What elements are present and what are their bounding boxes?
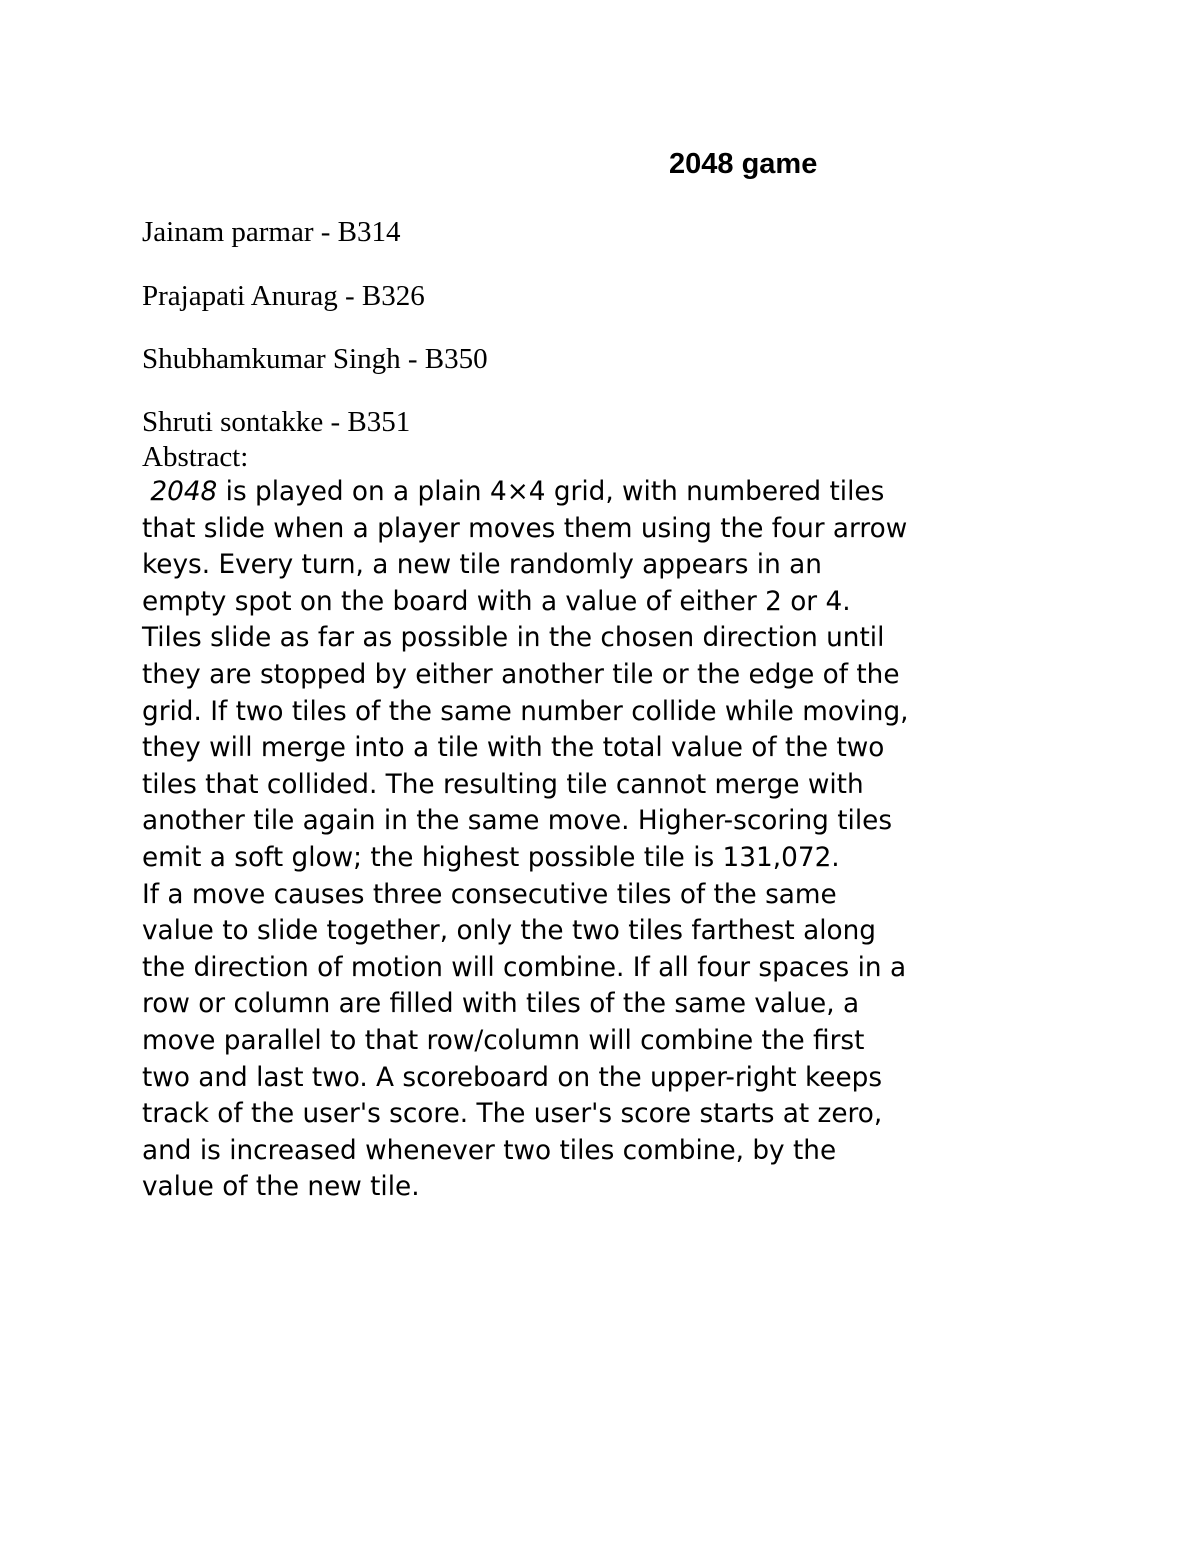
abstract-line: empty spot on the board with a value of either 2 or 4. <box>142 586 851 617</box>
abstract-line: move parallel to that row/column will combine the first <box>142 1025 865 1056</box>
abstract-line: the direction of motion will combine. If all four spaces in a <box>142 952 907 983</box>
author-line: Prajapati Anurag - B326 <box>142 280 425 312</box>
abstract-line <box>142 474 1072 511</box>
abstract-line: row or column are filled with tiles of the same value, a <box>142 989 860 1020</box>
abstract-line: value of the new tile. <box>142 1172 420 1203</box>
abstract-line: another tile again in the same move. Higher-scoring tiles <box>142 806 893 837</box>
abstract-line: grid. If two tiles of the same number collide while moving, <box>142 696 909 727</box>
abstract-line: two and last two. A scoreboard on the upper-right keeps <box>142 1062 883 1093</box>
author-line: Shruti sontakke - B351 <box>142 406 411 438</box>
abstract-line-text: is played on a plain 4×4 grid, with numbered tiles <box>217 477 885 507</box>
abstract-line: they will merge into a tile with the total value of the two <box>142 733 885 764</box>
abstract-line: tiles that collided. The resulting tile cannot merge with <box>142 769 864 800</box>
abstract-heading: Abstract: <box>142 441 249 473</box>
abstract-line: If a move causes three consecutive tiles of the same <box>142 879 837 910</box>
abstract-line: emit a soft glow; the highest possible tile is 131,072. <box>142 842 840 873</box>
abstract-line: they are stopped by either another tile or the edge of the <box>142 659 900 690</box>
abstract-line: and is increased whenever two tiles combine, by the <box>142 1135 837 1166</box>
author-line: Jainam parmar - B314 <box>142 216 401 248</box>
abstract-line: Tiles slide as far as possible in the chosen direction until <box>142 623 885 654</box>
abstract-italic-term: 2048 <box>150 477 218 507</box>
author-line: Shubhamkumar Singh - B350 <box>142 343 488 375</box>
document-title: 2048 game <box>669 148 818 180</box>
abstract-line: that slide when a player moves them using the four arrow <box>142 513 908 544</box>
abstract-body <box>142 474 1072 1206</box>
abstract-line: value to slide together, only the two tiles farthest along <box>142 916 876 947</box>
abstract-line: track of the user's score. The user's score starts at zero, <box>142 1099 883 1130</box>
abstract-line: keys. Every turn, a new tile randomly appears in an <box>142 550 822 581</box>
